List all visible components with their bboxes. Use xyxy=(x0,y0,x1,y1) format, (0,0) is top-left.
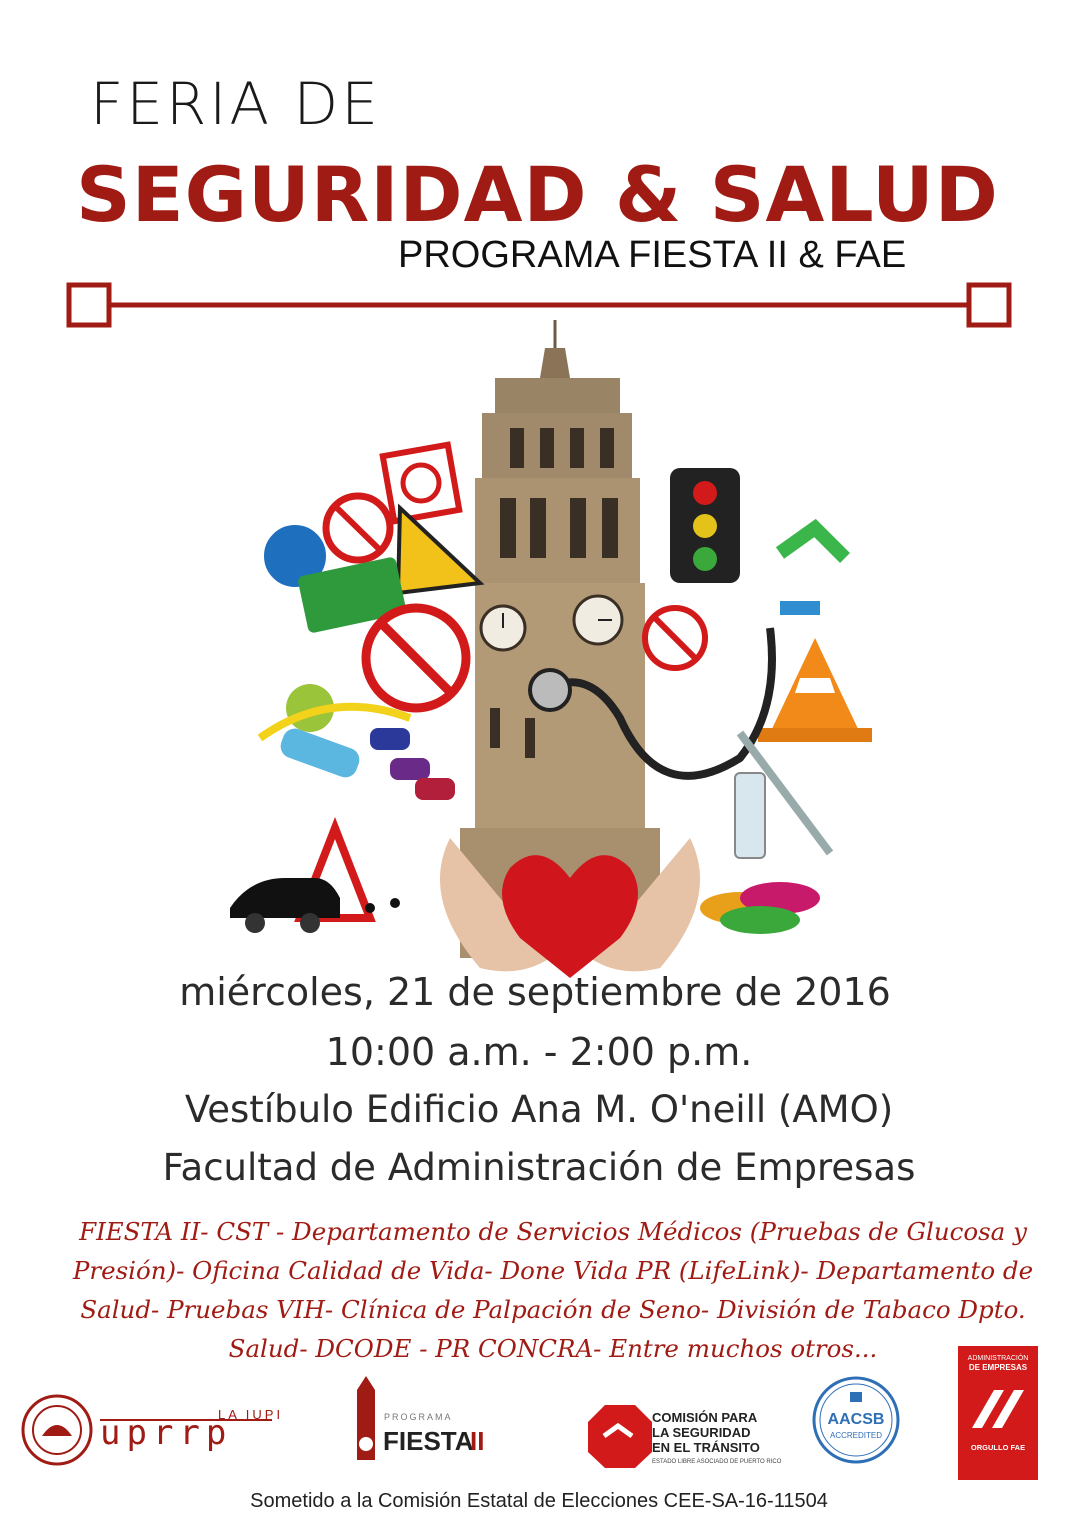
traffic-light-icon xyxy=(670,468,740,583)
event-time: 10:00 a.m. - 2:00 p.m. xyxy=(325,1030,753,1074)
sponsor-logos xyxy=(0,1340,1078,1490)
participants-line: Presión)- Oficina Calidad de Vida- Done Vida PR (LifeLink)- Departamento de xyxy=(72,1256,1034,1285)
participants-line: FIESTA II- CST - Departamento de Servicios Médicos (Pruebas de Glucosa y xyxy=(79,1217,1027,1246)
fiesta-tower-logo xyxy=(357,1376,375,1460)
uprrp-logo-text: uprrp xyxy=(100,1413,233,1453)
explosive-warning-sign-icon xyxy=(398,508,480,593)
fae-line-2: DE EMPRESAS xyxy=(968,1363,1028,1372)
condoms-icon xyxy=(700,882,820,934)
cst-octagon-logo xyxy=(588,1405,652,1468)
safety-health-collage xyxy=(220,318,880,978)
aacsb-logo-text: AACSB xyxy=(827,1411,885,1428)
clock-tower-icon xyxy=(460,320,660,958)
cst-line-2: LA SEGURIDAD xyxy=(652,1425,751,1440)
aacsb-accredited-text: ACCREDITED xyxy=(829,1431,883,1440)
subtitle: PROGRAMA FIESTA II & FAE xyxy=(398,234,907,276)
event-faculty: Facultad de Administración de Empresas xyxy=(162,1146,916,1189)
recycle-icon xyxy=(780,528,845,608)
fire-hose-sign-icon xyxy=(383,445,459,521)
fae-line-3: ORGULLO FAE xyxy=(970,1443,1026,1452)
cst-line-3: EN EL TRÁNSITO xyxy=(652,1440,760,1455)
main-title: SEGURIDAD & SALUD xyxy=(76,150,999,239)
uprrp-tagline: LA IUPI xyxy=(218,1407,284,1422)
upr-seal-logo xyxy=(23,1396,91,1464)
cst-line-1: COMISIÓN PARA xyxy=(652,1410,758,1425)
participants-line: Salud- Pruebas VIH- Clínica de Palpación de Seno- División de Tabaco Dpto. xyxy=(80,1295,1026,1324)
fae-line-1: ADMINISTRACIÓN xyxy=(967,1355,1029,1362)
event-venue: Vestíbulo Edificio Ana M. O'neill (AMO) xyxy=(184,1088,894,1131)
footer-note: Sometido a la Comisión Estatal de Elecciones CEE-SA-16-11504 xyxy=(250,1490,828,1512)
vial-icon xyxy=(735,773,765,858)
fiesta-small-text: PROGRAMA xyxy=(384,1412,453,1422)
cst-line-4: ESTADO LIBRE ASOCIADO DE PUERTO RICO xyxy=(652,1459,782,1465)
participants-line: Salud- DCODE - PR CONCRA- Entre muchos otros... xyxy=(228,1334,878,1363)
event-date: miércoles, 21 de septiembre de 2016 xyxy=(179,970,891,1014)
fiesta-logo-text: FIESTA xyxy=(383,1426,474,1456)
fiesta-roman-text: II xyxy=(470,1426,485,1456)
car-accident-icon xyxy=(230,828,400,933)
pre-title: FERIA DE xyxy=(90,70,381,138)
